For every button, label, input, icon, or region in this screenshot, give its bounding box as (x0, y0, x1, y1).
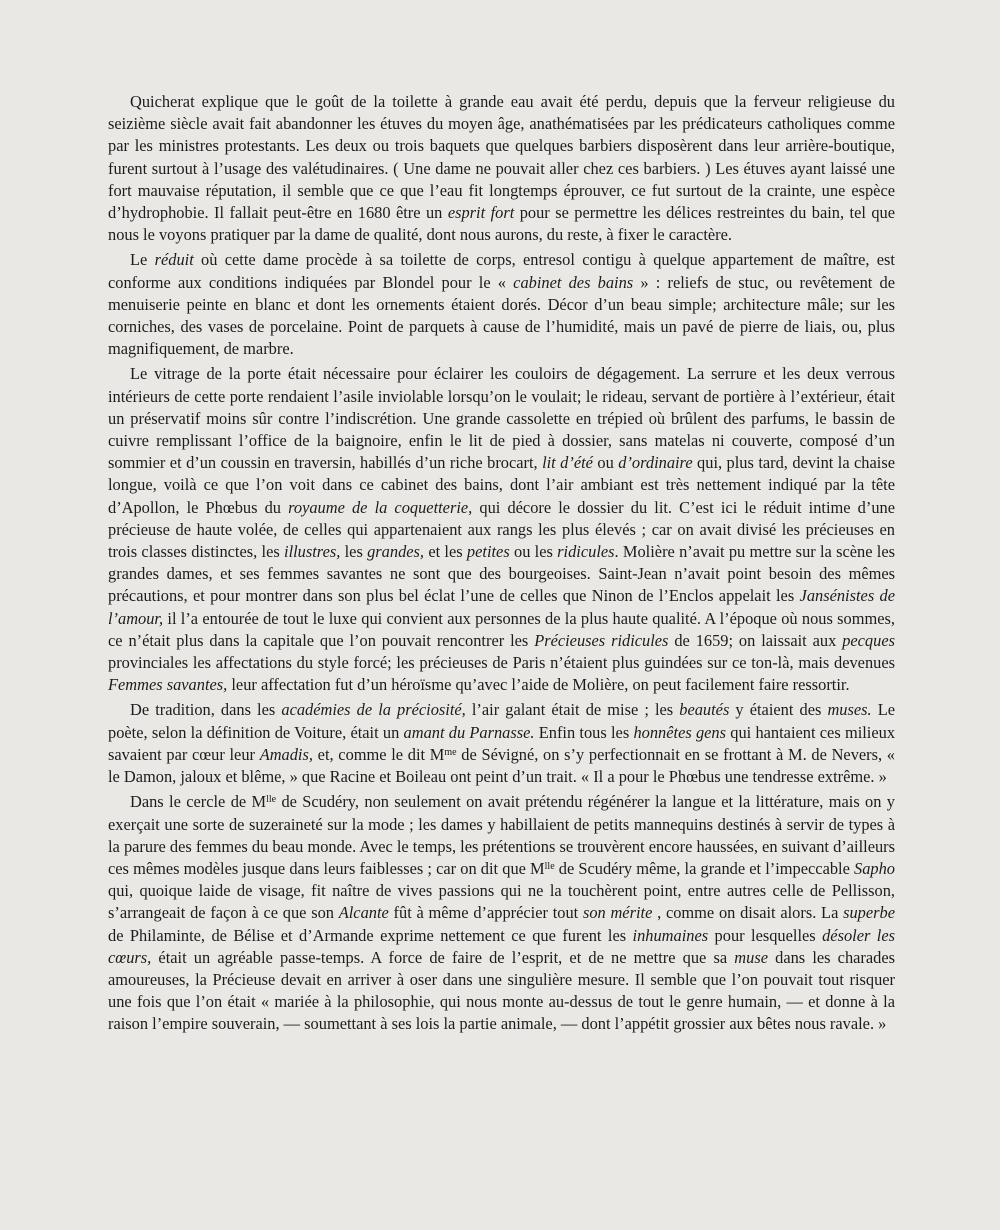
text-run: pour lesquelles (708, 925, 823, 945)
superscript-text: me (444, 746, 457, 758)
italic-text: Amadis, (259, 744, 313, 764)
paragraph (108, 791, 895, 1035)
italic-text: muse (734, 947, 768, 967)
italic-text: Jansénistes de l’amour, (108, 586, 895, 628)
superscript-text: lle (544, 860, 555, 872)
text-run: et les (424, 542, 467, 562)
italic-text: superbe (843, 903, 896, 923)
text-run: qui hantaient ces milieux savaient par cœur leur (108, 722, 896, 764)
italic-text: pecques (842, 630, 895, 650)
text-run: de Scudéry même, la grande et l’impeccable (554, 858, 855, 878)
italic-text: lit d’été (542, 453, 593, 473)
text-run: de Scudéry, non seulement on avait prétendu régénérer la langue et la littérature, mais on y exerçait une sorte de suzeraineté sur la mode ; les dames y habillaient de petits mannequins destinés à servir de types à la parure des femmes du beau monde. Avec le temps, les prétentions se trouvèrent encore haussées, en suivant d’ailleurs ces mêmes modèles jusque dans leurs faiblesses ; car on dit que M (108, 792, 895, 878)
text-run: était un agréable passe-temps. A force de faire de l’esprit, et de ne mettre que sa (151, 947, 735, 967)
italic-text: esprit fort (447, 203, 515, 223)
paragraph (108, 363, 895, 696)
text-run: , comme on disait alors. La (652, 903, 844, 923)
text-run: ou les (509, 542, 558, 562)
text-run: qui, plus tard, devint la chaise longue, voilà ce que l’on voit dans ce cabinet des bains, dont l’air ambiant est très nettement indiqué par la tête d’Apollon, le Phœbus du (108, 453, 895, 517)
paragraph (108, 249, 895, 360)
text-run: » : reliefs de stuc, ou revêtement de menuiserie peinte en blanc et dont les ornements étaient dorés. Décor d’un beau simple; architecture mâle; sur les corniches, des vases de porcelaine. Point de parquets à cause de l’humidité, mais un pavé de pierre de liais, ou, plus magnifiquement, de marbre. (108, 272, 896, 359)
text-run: Enfin tous les (534, 722, 634, 742)
text-run: Quicherat explique que le goût de la toilette à grande eau avait été perdu, depuis que la ferveur religieuse du seizième siècle avait fait abandonner les étuves du moyen âge, anathématisées par les prédicateurs catholiques comme par les ministres protestants. Les deux ou trois baquets que quelques barbiers disposèrent dans leur arrière-boutique, furent surtout à l’usage des valétudinaires. ( Une dame ne pouvait aller chez ces barbiers. ) Les étuves ayant laissé une fort mauvaise réputation, il semble que ce que l’eau fit longtemps éprouver, ce fut surtout de la crainte, une espèce d’hydrophobie. Il fallait peut-être en 1680 être un (108, 92, 895, 223)
text-run: de Philaminte, de Bélise et d’Armande exprime nettement ce que furent les (108, 925, 633, 945)
text-run: Le vitrage de la porte était nécessaire pour éclairer les couloirs de dégagement. La serrure et les deux verrous intérieurs de cette porte rendaient l’asile inviolable lorsqu’on le voulait; le rideau, servant de portière à l’extérieur, était un préservatif moins sûr contre l’indiscrétion. Une grande cassolette en trépied où brûlent des parfums, le bassin de cuivre remplissant l’office de la baignoire, enfin le lit de pied à dossier, sans matelas ni couverte, composé d’un sommier et d’un coussin en traversin, habillés d’un riche brocart, (108, 364, 895, 473)
italic-text: ridicules (557, 542, 615, 562)
text-run: . Molière n’avait pu mettre sur la scène les grandes dames, et ses femmes savantes ne sont que des bourgeoises. Saint-Jean n’avait point besoin des mêmes précautions, et pour montrer dans son plus bel éclat l’une de celles que Ninon de l’Enclos appelait les (108, 542, 895, 606)
text-run: De tradition, dans les (130, 700, 282, 720)
italic-text: grandes, (367, 542, 425, 562)
italic-text: désoler les cœurs, (108, 925, 895, 967)
italic-text: Femmes savantes, (108, 675, 228, 695)
text-run: les (340, 542, 368, 562)
italic-text: royaume de la coquetterie, (288, 497, 473, 517)
text-run: Le poète, selon la définition de Voiture, était un (108, 700, 895, 742)
italic-text: son mérite (582, 903, 653, 923)
text-run: dans les charades amoureuses, la Précieuse devait en arriver à oser dans une singulière mesure. Il semble que l’on pouvait tout risquer une fois que l’on était « mariée à la philosophie, qui nous monte au-dessus de tout le genre humain, — et donne à la raison l’empire souverain, — soumettant à ses lois la partie animale, — dont l’appétit grossier aux bêtes nous ravale. » (108, 947, 895, 1034)
italic-text: Précieuses ridicules (534, 630, 669, 650)
italic-text: amant du Parnasse. (403, 722, 535, 742)
text-run: où cette dame procède à sa toilette de corps, entresol contigu à quelque appartement de maître, est conforme aux conditions indiquées par Blondel pour le « (108, 250, 895, 292)
text-run: qui, quoique laide de visage, fit naître de vives passions qui ne la touchèrent point, entre autres celle de Pellisson, s’arrangeait de façon à ce que son (108, 881, 895, 923)
italic-text: illustres, (284, 542, 341, 562)
italic-text: réduit (154, 250, 194, 270)
text-run: pour se permettre les délices restreintes du bain, tel que nous le voyons pratiquer par la dame de qualité, dont nous aurons, du reste, à fixer le caractère. (108, 203, 896, 245)
italic-text: cabinet des bains (513, 272, 634, 292)
text-run: l’air galant était de mise ; les (465, 700, 680, 720)
italic-text: petites (466, 542, 510, 562)
italic-text: muses. (827, 700, 872, 720)
text-run: de Sévigné, on s’y perfectionnait en se frottant à M. de Nevers, « le Damon, jaloux et blême, » que Racine et Boileau ont peint d’un trait. « Il a pour le Phœbus une tendresse extrême. » (108, 744, 895, 787)
text-run: qui décore le dossier du lit. C’est ici le réduit intime d’une précieuse de haute volée, de celles qui appartenaient aux rangs les plus élevés ; car on avait divisé les précieuses en trois classes distinctes, les (108, 497, 895, 562)
paragraph (108, 699, 895, 788)
text-run: provinciales les affectations du style forcé; les précieuses de Paris n’étaient plus guindées sur ce ton-là, mais devenues (108, 653, 895, 673)
text-run: de 1659; on laissait aux (668, 630, 843, 650)
italic-text: honnêtes gens (633, 722, 727, 742)
text-run: Le (130, 250, 155, 270)
text-run: ou (592, 453, 619, 473)
text-run: Dans le cercle de M (130, 792, 267, 812)
italic-text: d’ordinaire (618, 453, 693, 473)
text-run: et, comme le dit M (312, 744, 445, 764)
paragraph (108, 91, 895, 246)
italic-text: inhumaines (632, 925, 709, 945)
text-run: fût à même d’apprécier tout (388, 903, 583, 923)
text-run: leur affectation fut d’un héroïsme qu’avec l’aide de Molière, on peut facilement faire ressortir. (227, 675, 850, 695)
superscript-text: lle (266, 794, 277, 806)
italic-text: Alcante (338, 903, 389, 923)
italic-text: Sapho (854, 858, 895, 878)
body-text (108, 91, 895, 1036)
text-run: y étaient des (729, 700, 828, 720)
text-run: il l’a entourée de tout le luxe qui convient aux personnes de la plus haute qualité. A l’époque où nous sommes, ce n’était plus dans la capitale que l’on pouvait rencontrer les (108, 608, 895, 650)
italic-text: académies de la préciosité, (281, 700, 466, 720)
italic-text: beautés (679, 700, 730, 720)
